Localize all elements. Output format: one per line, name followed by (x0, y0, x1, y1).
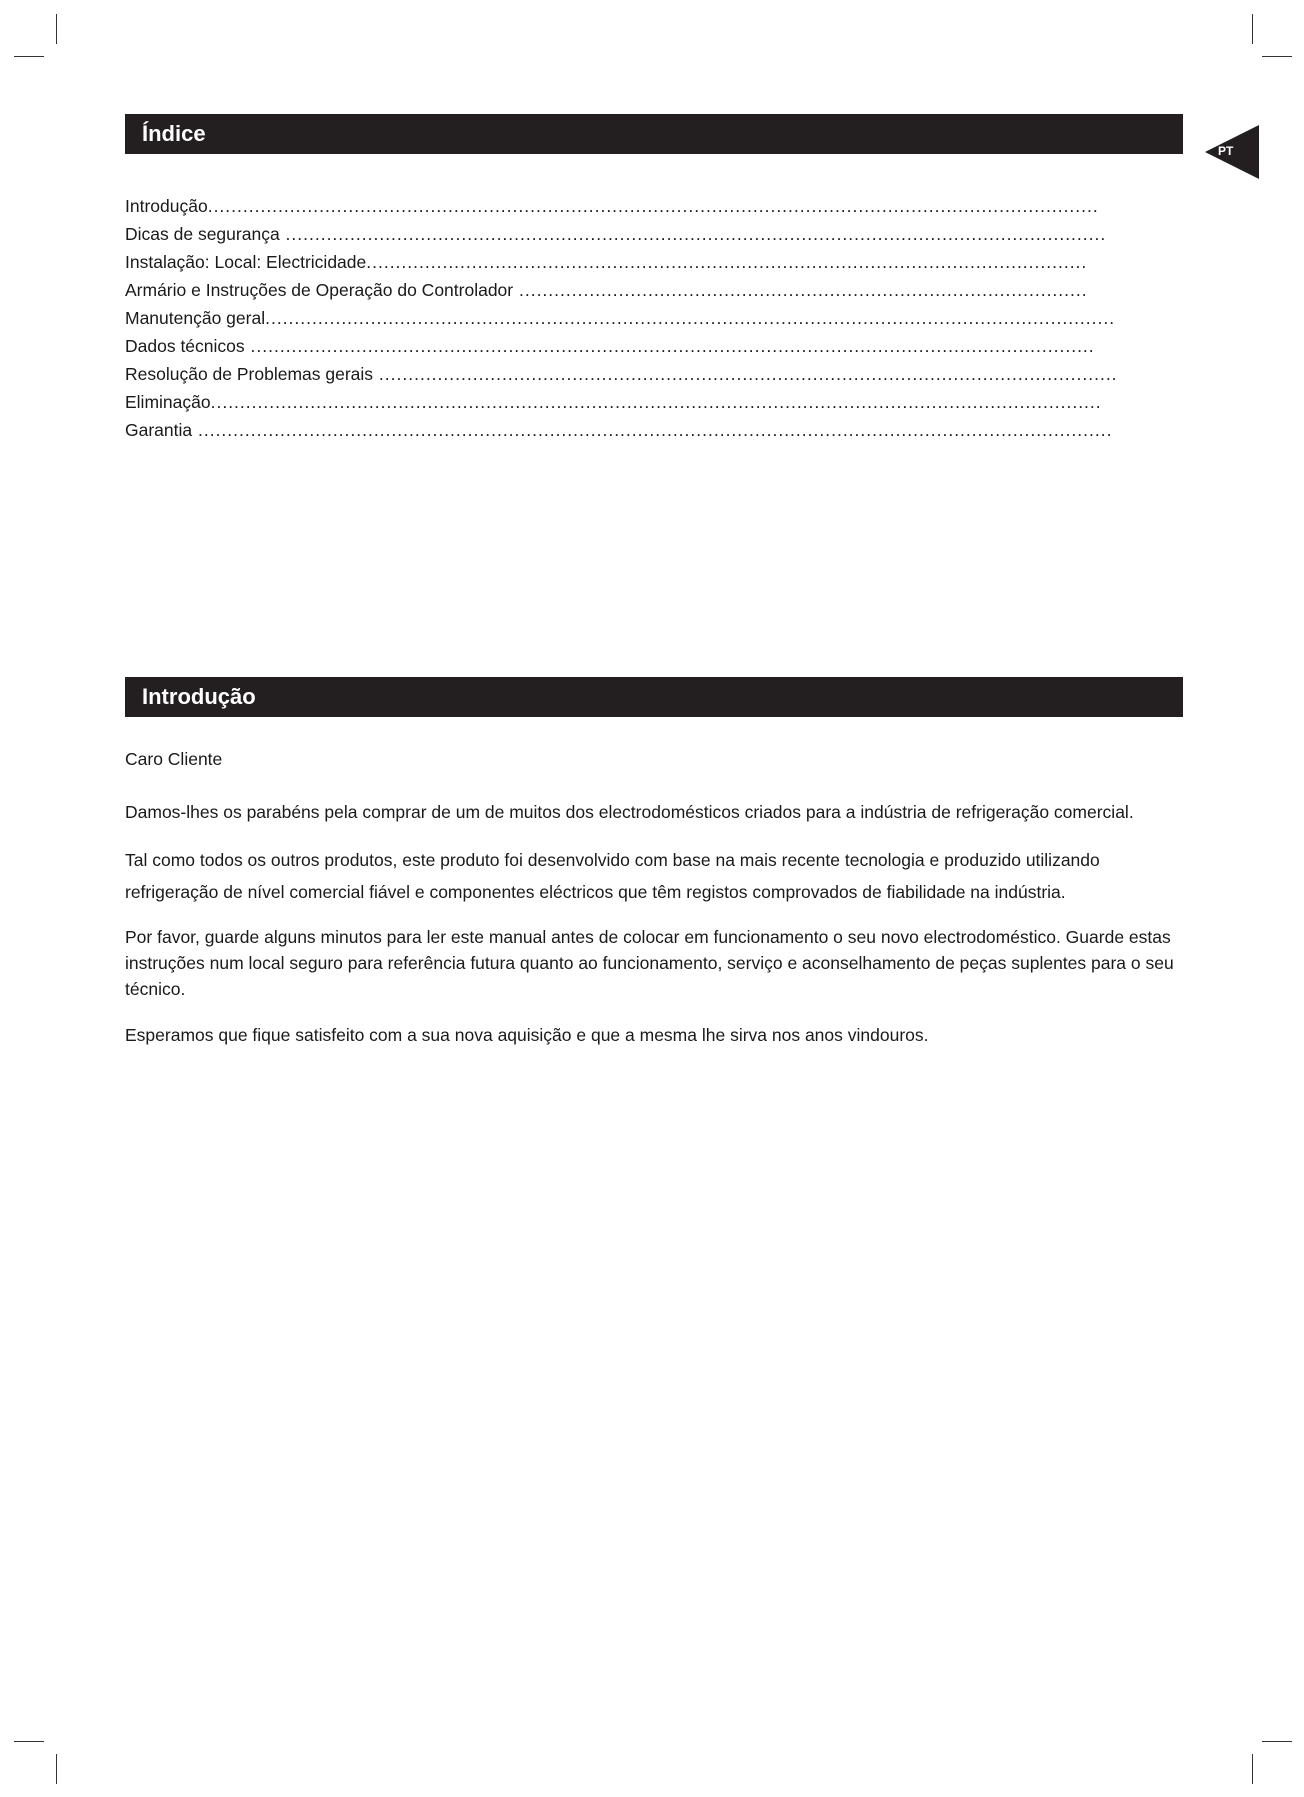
toc-entry-label: Manutenção geral (125, 308, 266, 328)
toc-entry-eliminacao[interactable] (125, 388, 1185, 416)
toc-entry-dados-tecnicos[interactable] (125, 332, 1185, 360)
toc-dot-leader: ................................................................................................................................................. (265, 308, 1116, 328)
introduction-heading: Introdução (125, 677, 1183, 717)
toc-entry-label: Instalação: Local: Electricidade (125, 252, 367, 272)
intro-paragraph: Damos-lhes os parabéns pela comprar de um de muitos dos electrodomésticos criados para a indústria de refrigeração comercial. (125, 802, 1134, 822)
toc-entry-label: Dicas de segurança (125, 224, 280, 244)
toc-entry-label: Eliminação (125, 392, 211, 412)
crop-mark-top-left-vertical (56, 14, 57, 44)
toc-dot-leader: ............................................................................................................................................ (279, 224, 1107, 244)
toc-entry-armario-controlador[interactable] (125, 276, 1185, 304)
toc-entry-instalacao[interactable] (125, 248, 1185, 276)
toc-entry-dicas-de-seguranca[interactable] (125, 220, 1185, 248)
toc-entry-label: Dados técnicos (125, 336, 245, 356)
language-code: PT (1218, 144, 1234, 158)
toc-entry-resolucao-problemas[interactable] (125, 360, 1185, 388)
toc-entry-label: Resolução de Problemas gerais (125, 364, 374, 384)
table-of-contents (125, 192, 1185, 444)
toc-entry-label: Introdução (125, 196, 208, 216)
toc-dot-leader: .............................................................................................................................. (373, 364, 1118, 384)
crop-mark-bottom-right-vertical (1252, 1754, 1253, 1784)
toc-entry-garantia[interactable] (125, 416, 1185, 444)
toc-entry-manutencao-geral[interactable] (125, 304, 1185, 332)
toc-dot-leader: ................................................................................................. (513, 280, 1088, 300)
introduction-body (125, 748, 1185, 1048)
toc-entry-label: Garantia (125, 420, 193, 440)
toc-dot-leader: ........................................................................................................................... (366, 252, 1088, 272)
crop-mark-top-left-horizontal (14, 56, 44, 57)
toc-dot-leader: ........................................................................................................................................................ (207, 196, 1099, 216)
crop-mark-top-right-vertical (1252, 14, 1253, 44)
index-heading: Índice (125, 114, 1183, 154)
crop-mark-bottom-left-horizontal (14, 1741, 44, 1742)
toc-dot-leader: ............................................................................................................................................................ (192, 420, 1113, 440)
crop-mark-top-right-horizontal (1262, 56, 1292, 57)
language-tab (1205, 125, 1259, 179)
intro-paragraph: Tal como todos os outros produtos, este produto foi desenvolvido com base na mais recente tecnologia e produzido utilizando refrigeração de nível comercial fiável e componentes eléctricos que têm registos comprovados de fiabilidade na indústria. (125, 850, 1100, 902)
greeting-text: Caro Cliente (125, 749, 223, 769)
crop-mark-bottom-left-vertical (56, 1754, 57, 1784)
toc-entry-label: Armário e Instruções de Operação do Controlador (125, 280, 514, 300)
intro-paragraph: Esperamos que fique satisfeito com a sua nova aquisição e que a mesma lhe sirva nos anos vindouros. (125, 1025, 929, 1045)
toc-dot-leader: ........................................................................................................................................................ (210, 392, 1102, 412)
crop-mark-bottom-right-horizontal (1262, 1741, 1292, 1742)
intro-paragraph: Por favor, guarde alguns minutos para ler este manual antes de colocar em funcionamento o seu novo electrodoméstico. Guarde estas instruções num local seguro para referência futura quanto ao funcionamento, serviço e aconselhamento de peças suplentes para o seu técnico. (125, 927, 1174, 999)
toc-entry-introducao[interactable] (125, 192, 1185, 220)
toc-dot-leader: ................................................................................................................................................ (244, 336, 1095, 356)
